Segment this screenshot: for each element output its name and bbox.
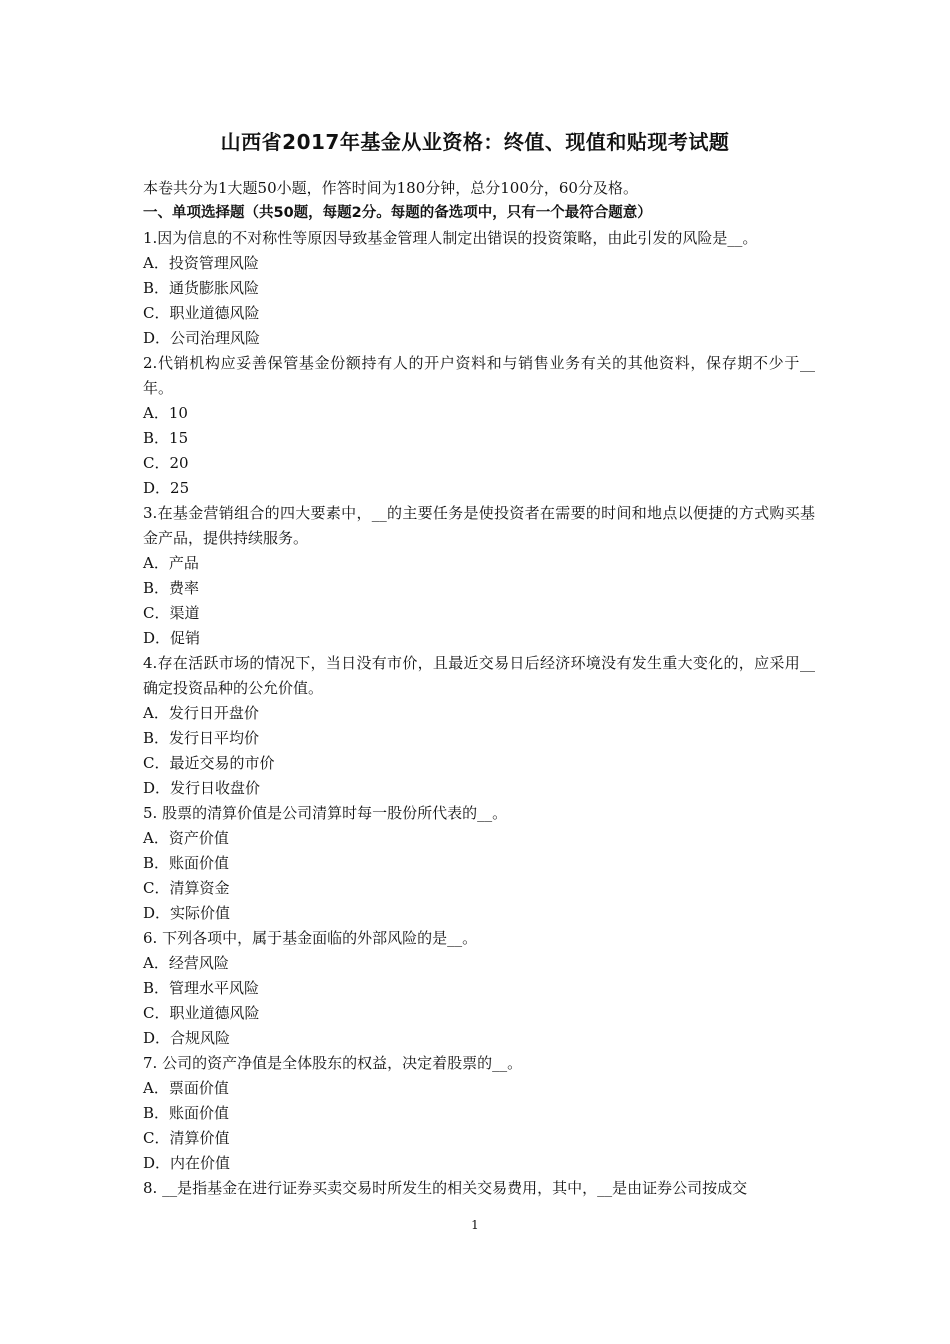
option-b: B．15 <box>143 429 189 447</box>
option-b: B．管理水平风险 <box>143 979 260 997</box>
question-text: 7. 公司的资产净值是全体股东的权益，决定着股票的__。 <box>143 1054 523 1072</box>
option-b: B．发行日平均价 <box>143 729 260 747</box>
document-title: 山西省2017年基金从业资格：终值、现值和贴现考试题 <box>220 130 730 154</box>
option-c: C．清算价值 <box>143 1129 230 1147</box>
option-c: C．最近交易的市价 <box>143 754 275 772</box>
exam-intro: 本卷共分为1大题50小题，作答时间为180分钟，总分100分，60分及格。 <box>143 179 638 197</box>
question-text: 4.存在活跃市场的情况下，当日没有市价，且最近交易日后经济环境没有发生重大变化的，应采用__确定投资品种的公允价值。 <box>143 654 815 697</box>
question-text: 6. 下列各项中，属于基金面临的外部风险的是__。 <box>143 929 478 947</box>
option-c: C．渠道 <box>143 604 200 622</box>
option-c: C．清算资金 <box>143 879 230 897</box>
page-number: 1 <box>471 1218 479 1232</box>
option-a: A．10 <box>143 404 188 422</box>
question-text: 1.因为信息的不对称性等原因导致基金管理人制定出错误的投资策略，由此引发的风险是__。 <box>143 229 758 247</box>
question-text: 3.在基金营销组合的四大要素中，__的主要任务是使投资者在需要的时间和地点以便捷的方式购买基金产品，提供持续服务。 <box>143 504 815 547</box>
option-a: A．产品 <box>143 554 199 572</box>
option-b: B．账面价值 <box>143 854 230 872</box>
option-c: C．职业道德风险 <box>143 304 260 322</box>
option-d: D．促销 <box>143 629 201 647</box>
option-c: C．20 <box>143 454 189 472</box>
option-b: B．费率 <box>143 579 200 597</box>
option-d: D．公司治理风险 <box>143 329 261 347</box>
document-body <box>143 176 815 1201</box>
option-d: D．发行日收盘价 <box>143 779 261 797</box>
option-d: D．25 <box>143 479 190 497</box>
question-text: 5. 股票的清算价值是公司清算时每一股份所代表的__。 <box>143 804 508 822</box>
option-b: B．通货膨胀风险 <box>143 279 260 297</box>
option-a: A．发行日开盘价 <box>143 704 259 722</box>
option-b: B．账面价值 <box>143 1104 230 1122</box>
option-c: C．职业道德风险 <box>143 1004 260 1022</box>
option-d: D．合规风险 <box>143 1029 231 1047</box>
question-text: 2.代销机构应妥善保管基金份额持有人的开户资料和与销售业务有关的其他资料，保存期不少于__年。 <box>143 354 815 397</box>
option-a: A．经营风险 <box>143 954 229 972</box>
option-d: D．内在价值 <box>143 1154 231 1172</box>
option-d: D．实际价值 <box>143 904 231 922</box>
question-text: 8. __是指基金在进行证券买卖交易时所发生的相关交易费用，其中，__是由证券公司按成交 <box>143 1179 748 1197</box>
section-heading: 一、单项选择题（共50题，每题2分。每题的备选项中，只有一个最符合题意） <box>143 205 652 221</box>
option-a: A．投资管理风险 <box>143 254 259 272</box>
option-a: A．票面价值 <box>143 1079 229 1097</box>
option-a: A．资产价值 <box>143 829 229 847</box>
